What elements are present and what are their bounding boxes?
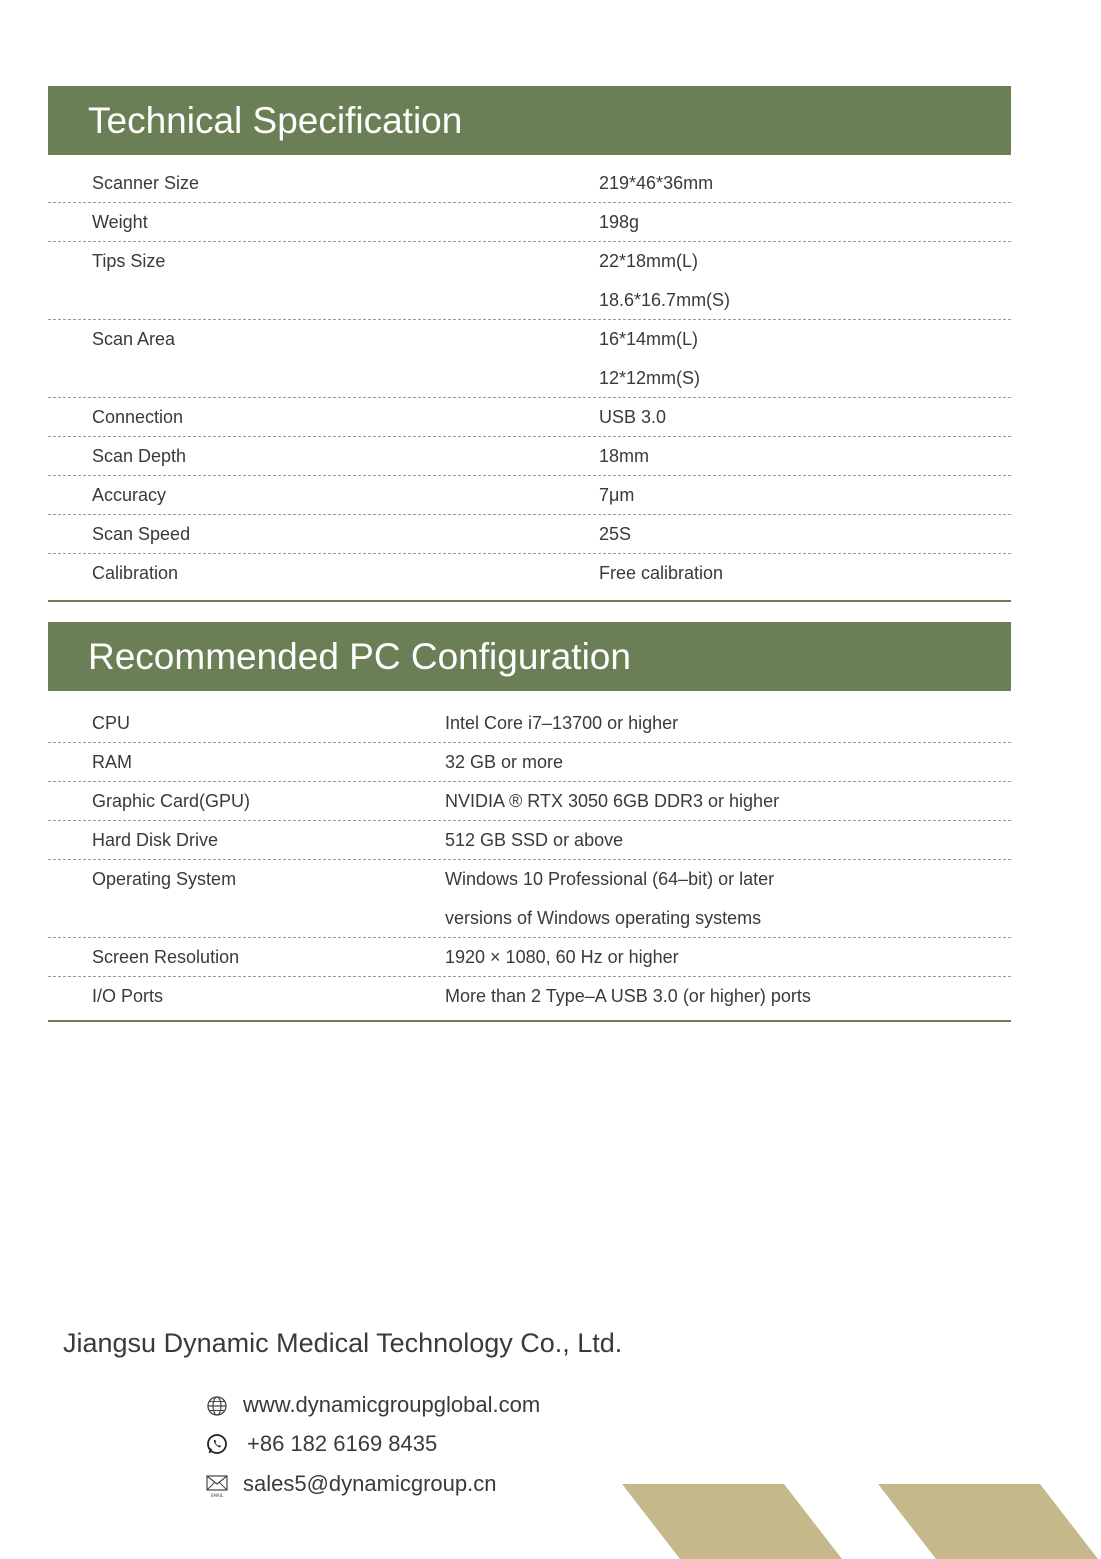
spec-value: 12*12mm(S) bbox=[599, 368, 701, 388]
spec-row bbox=[48, 704, 1011, 743]
spec-value: 18mm bbox=[599, 446, 650, 466]
email-icon-caption: EMAIL bbox=[210, 1493, 224, 1498]
spec-label: Weight bbox=[92, 212, 148, 232]
phone-contact[interactable] bbox=[205, 1429, 437, 1459]
company-name: Jiangsu Dynamic Medical Technology Co., Ltd. bbox=[63, 1328, 623, 1358]
spec-row bbox=[48, 203, 1011, 242]
spec-value: Windows 10 Professional (64–bit) or later bbox=[445, 869, 775, 889]
spec-label: Scan Speed bbox=[92, 524, 191, 544]
spec-value: 32 GB or more bbox=[445, 752, 564, 772]
spec-value: 22*18mm(L) bbox=[599, 251, 699, 271]
spec-value: 16*14mm(L) bbox=[599, 329, 699, 349]
spec-value: versions of Windows operating systems bbox=[445, 908, 762, 928]
spec-label: Scanner Size bbox=[92, 173, 200, 193]
spec-value: 512 GB SSD or above bbox=[445, 830, 624, 850]
spec-row bbox=[48, 821, 1011, 860]
spec-row bbox=[48, 437, 1011, 476]
spec-row bbox=[48, 938, 1011, 977]
email-address[interactable]: sales5@dynamicgroup.cn bbox=[243, 1471, 497, 1496]
spec-row bbox=[48, 554, 1011, 593]
spec-label: Connection bbox=[92, 407, 184, 427]
spec-row bbox=[48, 398, 1011, 437]
spec-label: I/O Ports bbox=[92, 986, 164, 1006]
spec-value: 18.6*16.7mm(S) bbox=[599, 290, 731, 310]
pc-config-header: Recommended PC Configuration bbox=[48, 622, 1011, 691]
spec-label: RAM bbox=[92, 752, 132, 772]
spec-value: More than 2 Type–A USB 3.0 (or higher) ports bbox=[445, 986, 811, 1006]
spec-label: CPU bbox=[92, 713, 131, 733]
spec-row bbox=[48, 860, 1011, 938]
spec-value: 25S bbox=[599, 524, 632, 544]
tech-spec-header: Technical Specification bbox=[48, 86, 1011, 155]
decorative-stripes bbox=[0, 1484, 1101, 1559]
tech-spec-table bbox=[48, 164, 1011, 593]
spec-value: NVIDIA ® RTX 3050 6GB DDR3 or higher bbox=[445, 791, 780, 811]
website-contact[interactable] bbox=[205, 1390, 540, 1420]
spec-row bbox=[48, 977, 1011, 1016]
spec-row bbox=[48, 242, 1011, 320]
pc-config-table bbox=[48, 704, 1011, 1016]
spec-label: Scan Depth bbox=[92, 446, 187, 466]
whatsapp-icon bbox=[205, 1432, 229, 1456]
spec-label: Screen Resolution bbox=[92, 947, 240, 967]
spec-label: Operating System bbox=[92, 869, 237, 889]
spec-label: Accuracy bbox=[92, 485, 167, 505]
deco-stripe-right bbox=[878, 1484, 1098, 1559]
phone-number[interactable]: +86 182 6169 8435 bbox=[247, 1431, 438, 1456]
spec-value: 7μm bbox=[599, 485, 635, 505]
spec-value: Free calibration bbox=[599, 563, 724, 583]
spec-row bbox=[48, 743, 1011, 782]
spec-value: Intel Core i7–13700 or higher bbox=[445, 713, 679, 733]
spec-row bbox=[48, 476, 1011, 515]
website-link[interactable]: www.dynamicgroupglobal.com bbox=[243, 1392, 541, 1417]
deco-stripe-left bbox=[622, 1484, 842, 1559]
spec-value: 198g bbox=[599, 212, 640, 232]
spec-label: Tips Size bbox=[92, 251, 166, 271]
spec-row bbox=[48, 320, 1011, 398]
spec-value: 1920 × 1080, 60 Hz or higher bbox=[445, 947, 679, 967]
spec-value: 219*46*36mm bbox=[599, 173, 714, 193]
spec-label: Scan Area bbox=[92, 329, 176, 349]
spec-label: Calibration bbox=[92, 563, 179, 583]
pc-config-bottom-rule bbox=[48, 1020, 1011, 1022]
spec-value: USB 3.0 bbox=[599, 407, 667, 427]
spec-row bbox=[48, 782, 1011, 821]
spec-row bbox=[48, 515, 1011, 554]
spec-row bbox=[48, 164, 1011, 203]
tech-spec-bottom-rule bbox=[48, 600, 1011, 602]
spec-label: Graphic Card(GPU) bbox=[92, 791, 251, 811]
spec-label: Hard Disk Drive bbox=[92, 830, 219, 850]
globe-icon bbox=[205, 1393, 229, 1417]
